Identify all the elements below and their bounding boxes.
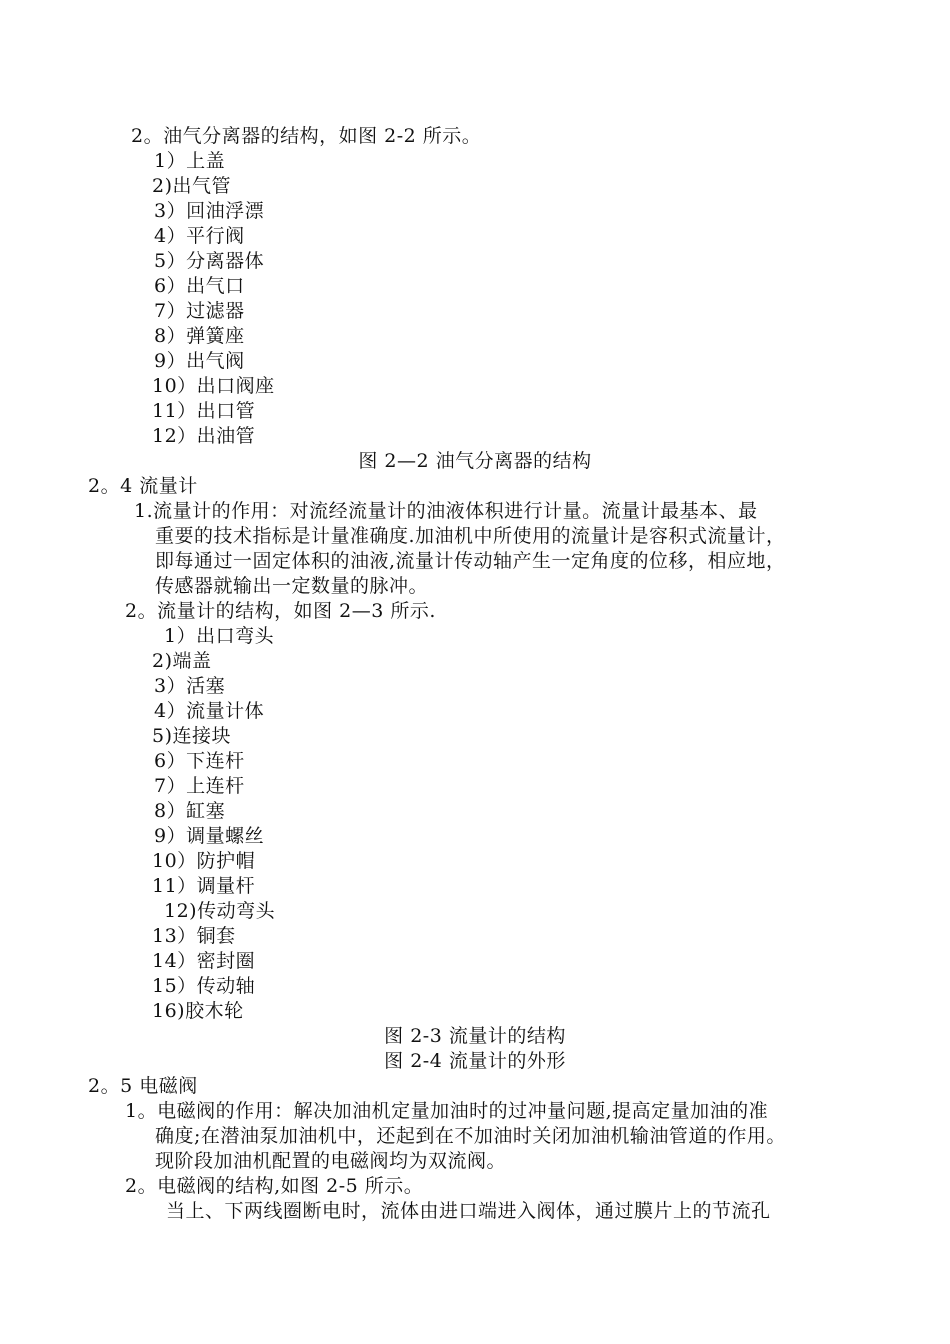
flowmeter-part-item: 5)连接块 xyxy=(152,725,232,747)
flowmeter-part-item: 15）传动轴 xyxy=(152,975,256,997)
figure-2-3-caption: 图 2-3 流量计的结构 xyxy=(384,1025,566,1047)
flowmeter-part-item: 13）铜套 xyxy=(152,925,236,947)
separator-part-item: 9）出气阀 xyxy=(154,350,245,372)
solenoid-function-line: 确度;在潜油泵加油机中，还起到在不加油时关闭加油机输油管道的作用。 xyxy=(155,1125,786,1147)
section-2-5-heading: 2。5 电磁阀 xyxy=(88,1075,198,1097)
separator-part-item: 8）弹簧座 xyxy=(154,325,245,347)
separator-part-item: 4）平行阀 xyxy=(154,225,245,247)
flowmeter-part-item: 7）上连杆 xyxy=(154,775,245,797)
flowmeter-part-item: 16)胶木轮 xyxy=(152,1000,244,1022)
flowmeter-part-item: 9）调量螺丝 xyxy=(154,825,265,847)
flowmeter-part-item: 11）调量杆 xyxy=(152,875,256,897)
separator-part-item: 2)出气管 xyxy=(152,175,232,197)
flowmeter-function-line: 1.流量计的作用：对流经流量计的油液体积进行计量。流量计最基本、最 xyxy=(134,500,758,522)
flowmeter-part-item: 12)传动弯头 xyxy=(164,900,276,922)
flowmeter-part-item: 8）缸塞 xyxy=(154,800,226,822)
flowmeter-part-item: 10）防护帽 xyxy=(152,850,256,872)
flowmeter-part-item: 14）密封圈 xyxy=(152,950,256,972)
solenoid-structure-heading: 2。电磁阀的结构,如图 2-5 所示。 xyxy=(125,1175,424,1197)
figure-2-2-caption: 图 2—2 油气分离器的结构 xyxy=(358,450,592,472)
separator-part-item: 5）分离器体 xyxy=(154,250,265,272)
flowmeter-part-item: 2)端盖 xyxy=(152,650,212,672)
flowmeter-part-item: 4）流量计体 xyxy=(154,700,265,722)
figure-2-4-caption: 图 2-4 流量计的外形 xyxy=(384,1050,566,1072)
flowmeter-part-item: 3）活塞 xyxy=(154,675,226,697)
solenoid-function-line: 现阶段加油机配置的电磁阀均为双流阀。 xyxy=(155,1150,507,1172)
flowmeter-function-line: 传感器就输出一定数量的脉冲。 xyxy=(155,575,429,597)
section-2-4-heading: 2。4 流量计 xyxy=(88,475,198,497)
flowmeter-structure-heading: 2。流量计的结构，如图 2—3 所示. xyxy=(125,600,436,622)
separator-part-item: 10）出口阀座 xyxy=(152,375,275,397)
flowmeter-part-item: 6）下连杆 xyxy=(154,750,245,772)
separator-part-item: 12）出油管 xyxy=(152,425,256,447)
solenoid-function-line: 1。电磁阀的作用：解决加油机定量加油时的过冲量问题,提高定量加油的准 xyxy=(125,1100,769,1122)
separator-part-item: 11）出口管 xyxy=(152,400,256,422)
separator-structure-heading: 2。油气分离器的结构，如图 2-2 所示。 xyxy=(131,125,482,147)
flowmeter-function-line: 即每通过一固定体积的油液,流量计传动轴产生一定角度的位移，相应地， xyxy=(155,550,786,572)
flowmeter-function-line: 重要的技术指标是计量准确度.加油机中所使用的流量计是容积式流量计， xyxy=(155,525,786,547)
solenoid-description: 当上、下两线圈断电时，流体由进口端进入阀体，通过膜片上的节流孔 xyxy=(166,1200,771,1222)
separator-part-item: 7）过滤器 xyxy=(154,300,245,322)
separator-part-item: 6）出气口 xyxy=(154,275,245,297)
flowmeter-part-item: 1）出口弯头 xyxy=(164,625,275,647)
separator-part-item: 1）上盖 xyxy=(154,150,226,172)
separator-part-item: 3）回油浮漂 xyxy=(154,200,265,222)
